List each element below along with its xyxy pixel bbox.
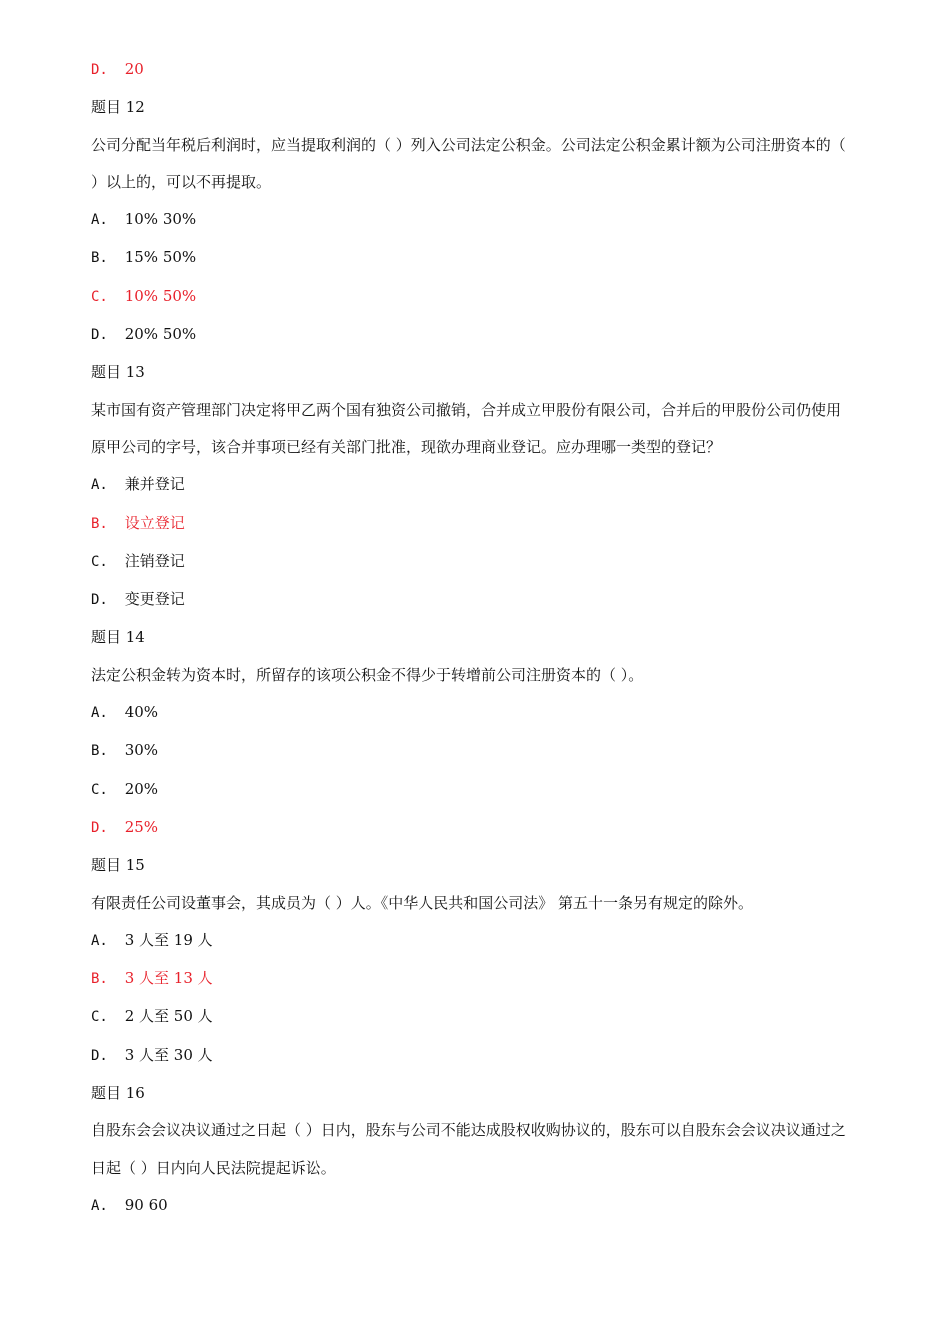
option-text: 20% 50%: [124, 325, 197, 344]
answer-option: [91, 998, 851, 1036]
answer-option-correct: [91, 809, 851, 847]
answer-option: [91, 316, 851, 354]
question-text: 有限责任公司设董事会，其成员为（ ）人。《中华人民共和国公司法》 第五十一条另有规定的除外。: [91, 893, 754, 912]
option-letter: C.: [91, 288, 108, 305]
option-text: 25%: [124, 817, 159, 836]
question-heading: 题目 16: [91, 1084, 145, 1103]
option-text: 3 人至 30 人: [124, 1045, 213, 1064]
option-text: 2 人至 50 人: [124, 1007, 213, 1026]
option-letter: C.: [91, 1009, 108, 1026]
question-heading: 题目 13: [91, 363, 145, 382]
answer-option: [91, 771, 851, 809]
option-text: 变更登记: [124, 590, 185, 609]
answer-option: [91, 239, 851, 277]
option-letter: B.: [91, 250, 108, 267]
option-letter: A.: [91, 212, 108, 229]
option-text: 20%: [124, 779, 159, 798]
answer-option-correct: [91, 278, 851, 316]
answer-option: [91, 732, 851, 770]
answer-option: [91, 922, 851, 960]
option-text: 15% 50%: [124, 248, 197, 267]
answer-option: [91, 543, 851, 581]
answer-option: [91, 1037, 851, 1075]
option-text: 3 人至 19 人: [124, 930, 213, 949]
option-text: 40%: [124, 703, 159, 722]
option-letter: A.: [91, 1197, 108, 1214]
option-letter: D.: [91, 1047, 108, 1064]
question-text: 自股东会会议决议通过之日起（ ）日内，股东与公司不能达成股权收购协议的，股东可以自股东会会议决议通过之日起（ ）日内向人民法院提起诉讼。: [91, 1121, 846, 1177]
option-letter: C.: [91, 553, 108, 570]
option-text: 兼并登记: [124, 475, 185, 494]
answer-option-correct: [91, 960, 851, 998]
answer-option: [91, 581, 851, 619]
option-text: 注销登记: [124, 551, 185, 570]
question-heading: 题目 15: [91, 856, 145, 875]
option-letter: D.: [91, 592, 108, 609]
option-letter: C.: [91, 781, 108, 798]
option-letter: B.: [91, 743, 108, 760]
answer-option: [91, 1187, 851, 1225]
answer-option: [91, 466, 851, 504]
option-letter: B.: [91, 971, 108, 988]
option-text: 10% 50%: [124, 286, 197, 305]
question-text: 公司分配当年税后利润时，应当提取利润的（ ）列入公司法定公积金。公司法定公积金累计额为公司注册资本的（ ）以上的，可以不再提取。: [91, 135, 846, 191]
option-text: 30%: [124, 741, 159, 760]
question-text: 某市国有资产管理部门决定将甲乙两个国有独资公司撤销，合并成立甲股份有限公司，合并后的甲股份公司仍使用原甲公司的字号，该合并事项已经有关部门批准，现欲办理商业登记。应办理哪一类型的登记？: [91, 400, 842, 456]
document-page: [91, 51, 851, 1225]
option-text: 设立登记: [124, 513, 185, 532]
option-letter: D.: [91, 327, 108, 344]
option-letter: A.: [91, 705, 108, 722]
answer-option: [91, 201, 851, 239]
option-letter: D.: [91, 62, 108, 78]
option-letter: A.: [91, 477, 108, 494]
option-letter: B.: [91, 515, 108, 532]
option-text: 10% 30%: [124, 210, 197, 229]
option-letter: D.: [91, 819, 108, 836]
option-text: 20: [124, 60, 144, 78]
question-heading: 题目 12: [91, 98, 145, 117]
answer-option-correct: [91, 51, 851, 89]
option-letter: A.: [91, 932, 108, 949]
answer-option: [91, 694, 851, 732]
question-text: 法定公积金转为资本时，所留存的该项公积金不得少于转增前公司注册资本的（ ）。: [91, 665, 644, 684]
option-text: 90 60: [124, 1195, 168, 1214]
question-heading: 题目 14: [91, 628, 145, 647]
option-text: 3 人至 13 人: [124, 969, 213, 988]
answer-option-correct: [91, 505, 851, 543]
